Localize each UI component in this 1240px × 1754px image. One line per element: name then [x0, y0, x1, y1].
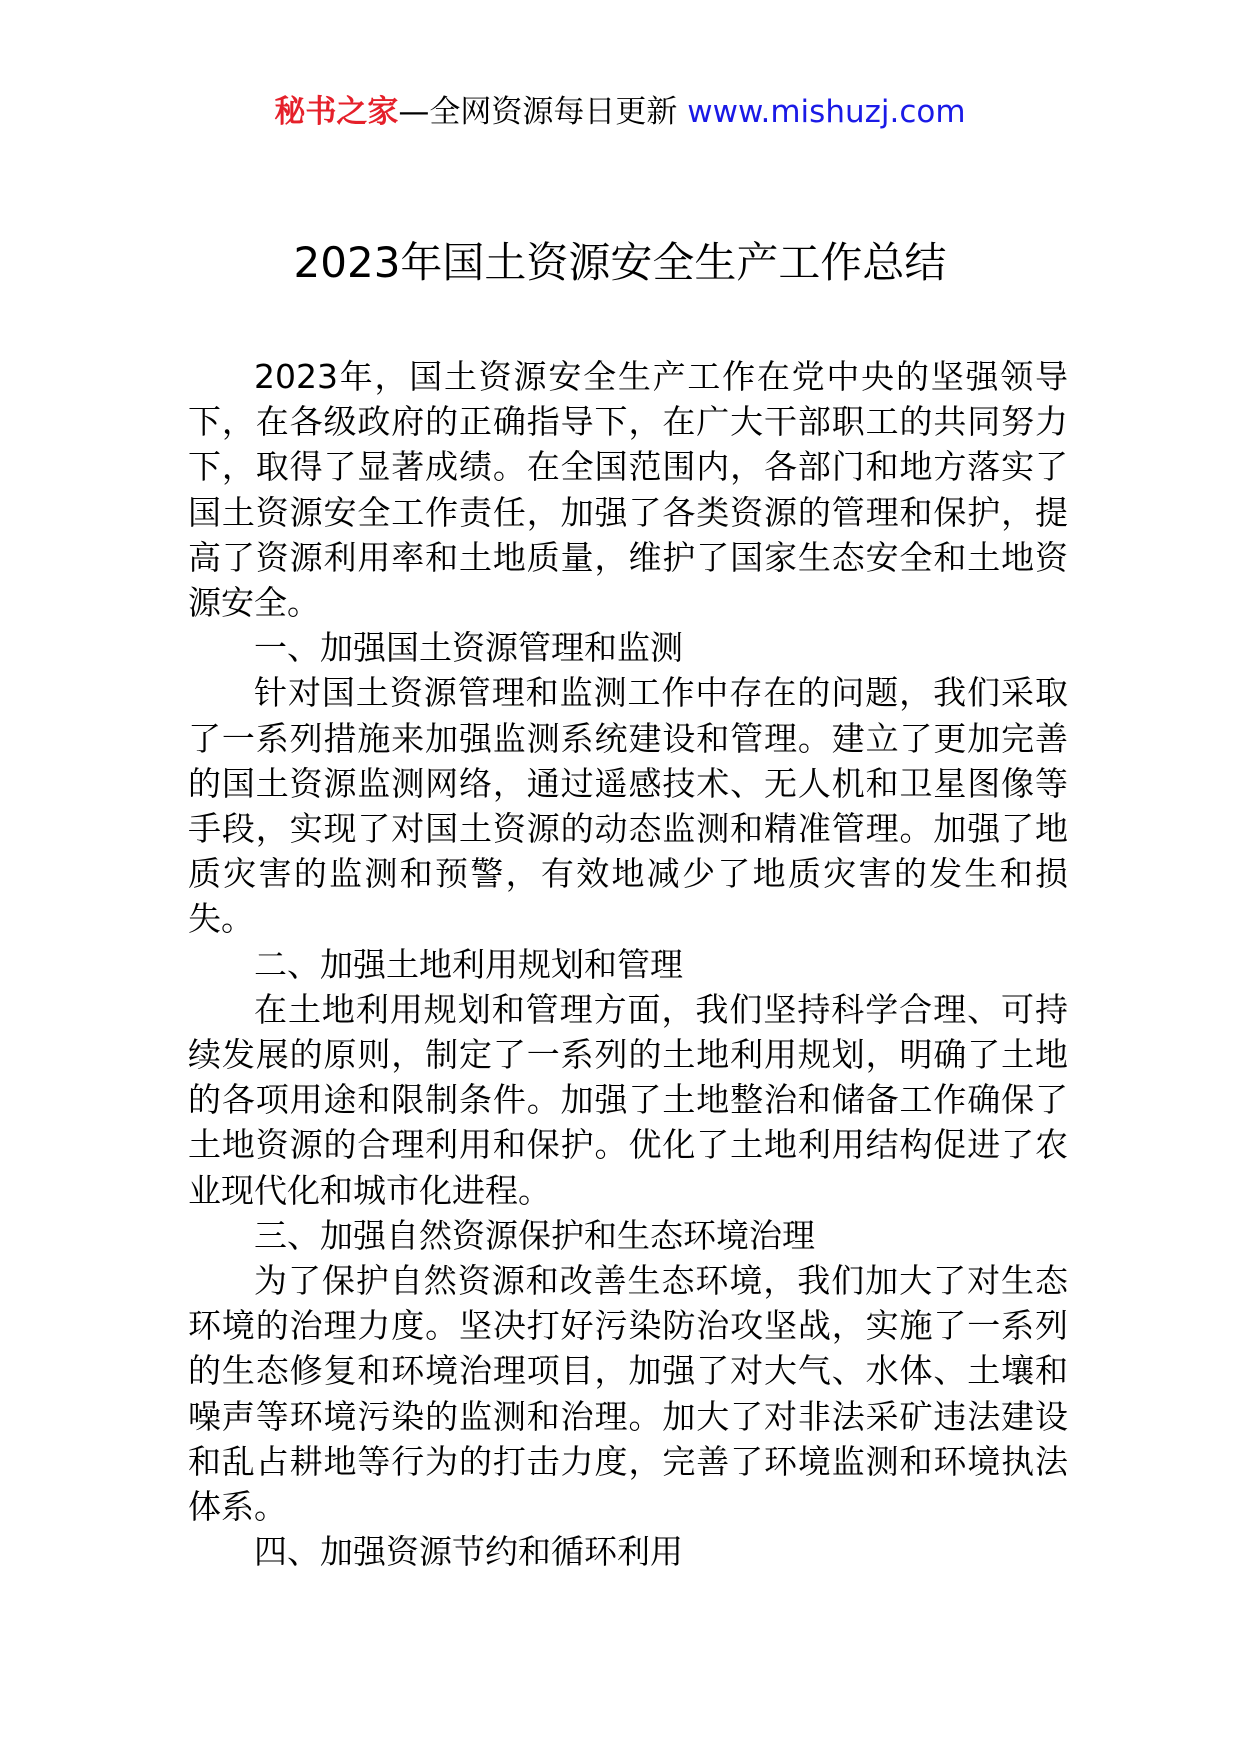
paragraph-section-3: 为了保护自然资源和改善生态环境，我们加大了对生态环境的治理力度。坚决打好污染防治攻坚战，实施了一系列的生态修复和环境治理项目，加强了对大气、水体、土壤和噪声等环境污染的监测和治理。加大了对非法采矿违法建设和乱占耕地等行为的打击力度，完善了环境监测和环境执法体系。: [188, 1261, 1068, 1527]
section-heading-2: 二、加强土地利用规划和管理: [254, 944, 683, 984]
site-banner: [0, 92, 1240, 132]
paragraph-section-2: 在土地利用规划和管理方面，我们坚持科学合理、可持续发展的原则，制定了一系列的土地利用规划，明确了土地的各项用途和限制条件。加强了土地整治和储备工作确保了土地资源的合理利用和保护。优化了土地利用结构促进了农业现代化和城市化进程。: [188, 989, 1068, 1210]
section-heading-3: 三、加强自然资源保护和生态环境治理: [254, 1215, 815, 1255]
document-title: 2023年国土资源安全生产工作总结: [293, 238, 947, 287]
site-url-link[interactable]: www.mishuzj.com: [687, 94, 966, 130]
document-body: [188, 354, 1068, 1574]
paragraph-intro: 2023年，国土资源安全生产工作在党中央的坚强领导下，在各级政府的正确指导下，在广大干部职工的共同努力下，取得了显著成绩。在全国范围内，各部门和地方落实了国土资源安全工作责任，加强了各类资源的管理和保护，提高了资源利用率和土地质量，维护了国家生态安全和土地资源安全。: [188, 357, 1068, 623]
site-brand: 秘书之家: [274, 94, 399, 130]
section-heading-4: 四、加强资源节约和循环利用: [254, 1532, 683, 1572]
paragraph-section-1: 针对国土资源管理和监测工作中存在的问题，我们采取了一系列措施来加强监测系统建设和管理。建立了更加完善的国土资源监测网络，通过遥感技术、无人机和卫星图像等手段，实现了对国土资源的动态监测和精准管理。加强了地质灾害的监测和预警，有效地减少了地质灾害的发生和损失。: [188, 673, 1068, 939]
site-tagline: —全网资源每日更新: [398, 94, 688, 130]
section-heading-1: 一、加强国土资源管理和监测: [254, 628, 683, 668]
